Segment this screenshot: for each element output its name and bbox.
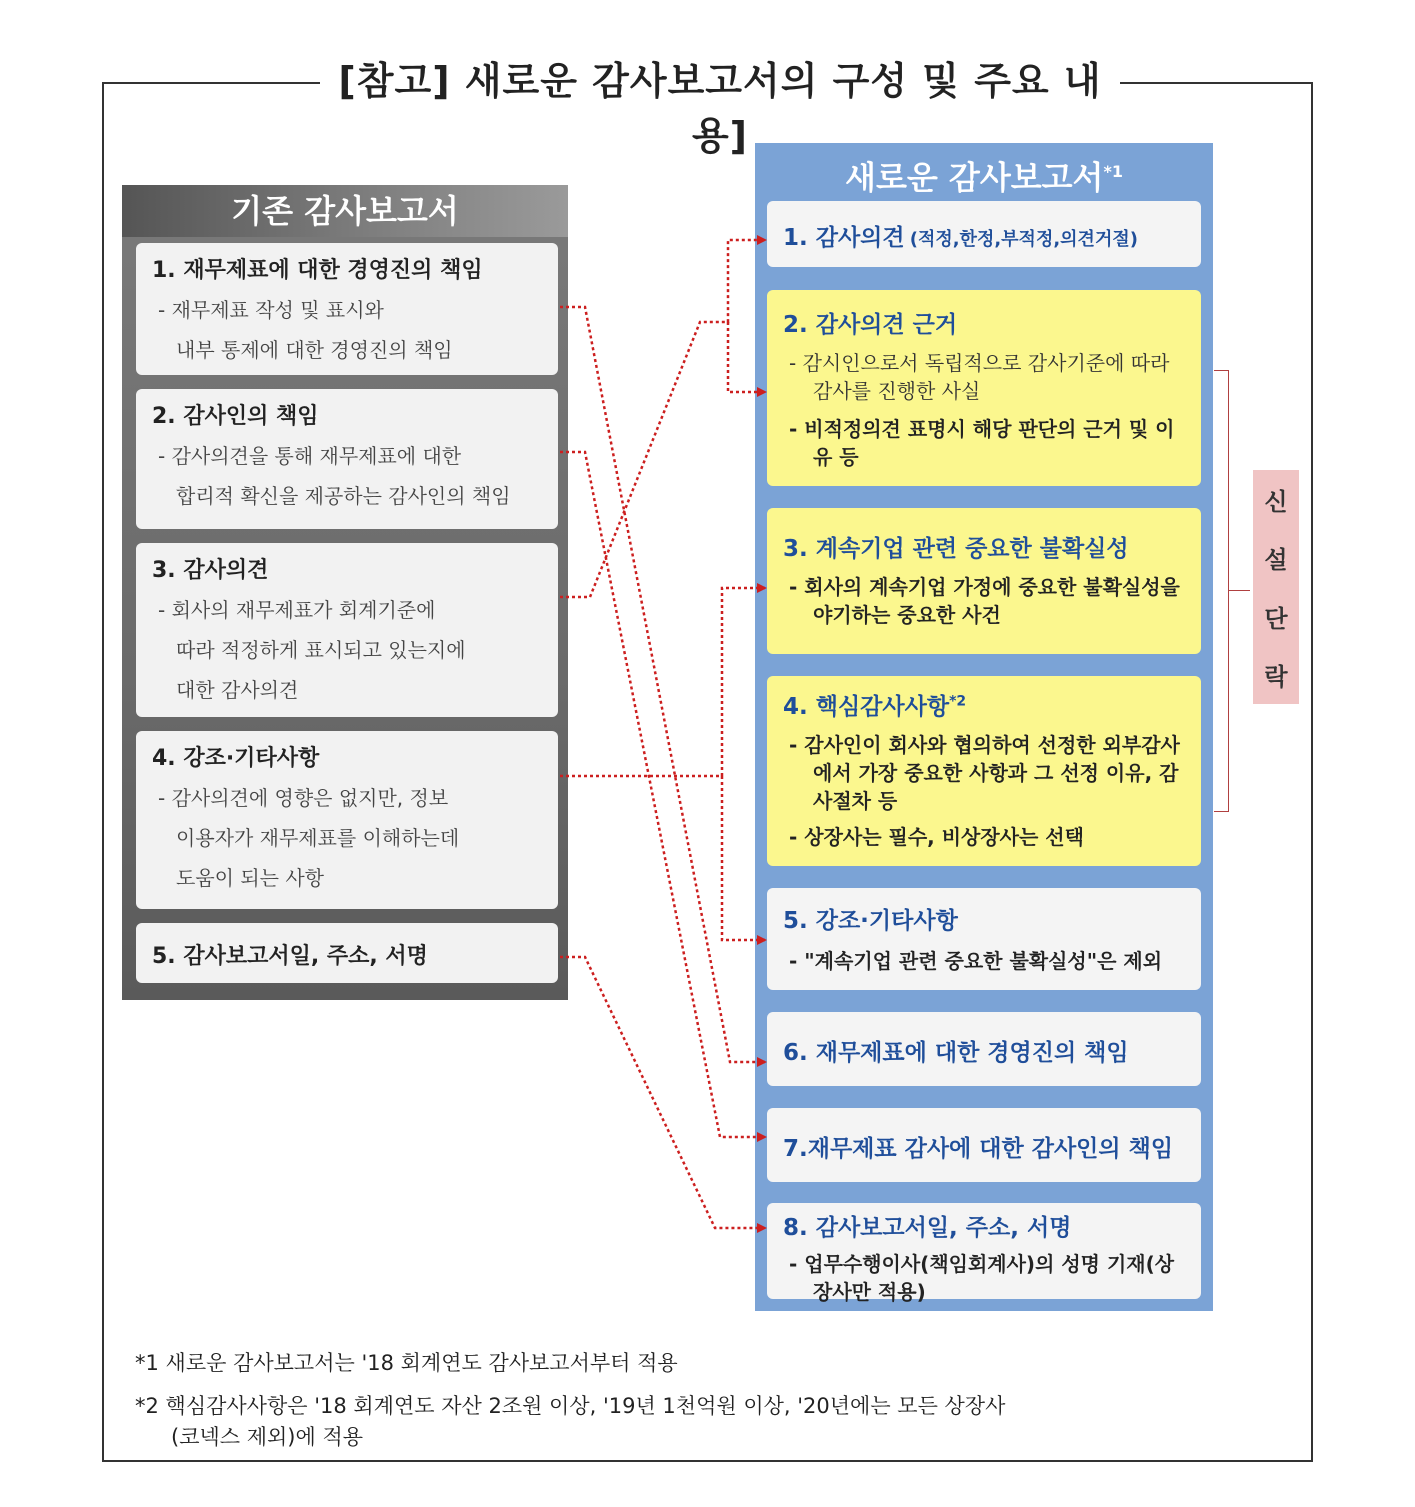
new-item-5-heading: 5. 강조·기타사항 [783,908,958,934]
connector-old1-new6 [560,307,765,1062]
new-item-1-sub: (적정,한정,부적정,의견거절) [909,229,1138,250]
old-item-4-desc-2: 이용자가 재무제표를 이해하는데 [176,826,460,850]
new-item-2-heading: 2. 감사의견 근거 [783,312,958,338]
new-section-char-3: 단 [1264,604,1288,633]
connector-old5-new8 [560,957,765,1228]
new-item-4-line-1: - 감사인이 회사와 협의하여 선정한 외부감사에서 가장 중요한 사항과 그 선정 이유, 감사절차 등 [789,733,1180,813]
new-item-3-line-1: - 회사의 계속기업 가정에 중요한 불확실성을 야기하는 중요한 사건 [789,575,1180,627]
new-item-2-line-2: - 비적정의견 표명시 해당 판단의 근거 및 이유 등 [789,417,1175,469]
connector-old3-new1 [560,240,765,597]
new-section-char-4: 락 [1264,663,1288,692]
old-item-3-desc-1: - 회사의 재무제표가 회계기준에 [158,598,436,622]
new-item-8-line-1: - 업무수행이사(책임회계사)의 성명 기재(상장사만 적용) [789,1252,1175,1304]
new-item-7-heading: 7.재무제표 감사에 대한 감사인의 책임 [783,1136,1174,1162]
old-item-2-desc-1: - 감사의견을 통해 재무제표에 대한 [158,444,462,468]
old-item-2-desc-2: 합리적 확신을 제공하는 감사인의 책임 [176,484,511,508]
old-item-5-heading: 5. 감사보고서일, 주소, 서명 [152,944,428,969]
old-item-3-desc-3: 대한 감사의견 [176,678,299,702]
old-report-header: 기존 감사보고서 [122,185,568,237]
new-section-char-1: 신 [1264,487,1288,516]
footnote-2-continued: (코넥스 제외)에 적용 [171,1425,364,1449]
old-item-4-desc-3: 도움이 되는 사항 [176,866,324,890]
footnote-2: *2 핵심감사사항은 '18 회계연도 자산 2조원 이상, '19년 1천억원 이상, '20년에는 모든 상장사 [135,1394,1006,1418]
new-item-2-line-1: - 감시인으로서 독립적으로 감사기준에 따라 감사를 진행한 사실 [789,351,1170,403]
old-item-1-heading: 1. 재무제표에 대한 경영진의 책임 [152,258,483,283]
new-item-1-heading: 1. 감사의견 [783,225,905,251]
new-report-header-text: 새로운 감사보고서 [845,158,1104,197]
old-item-4-heading: 4. 강조·기타사항 [152,746,320,771]
new-item-6-heading: 6. 재무제표에 대한 경영진의 책임 [783,1040,1129,1066]
connector-old3-new2 [728,322,765,392]
new-item-5-line-1: - "계속기업 관련 중요한 불확실성"은 제외 [789,949,1163,973]
new-item-8-heading: 8. 감사보고서일, 주소, 서명 [783,1215,1072,1241]
connector-old2-new7 [560,452,765,1137]
old-item-4-desc-1: - 감사의견에 영향은 없지만, 정보 [158,786,449,810]
new-item-4-heading-note: *2 [949,693,967,710]
page-title: [참고] 새로운 감사보고서의 구성 및 주요 내용] [320,50,1120,160]
old-item-3-desc-2: 따라 적정하게 표시되고 있는지에 [176,638,466,662]
new-report-header-note: *1 [1103,162,1123,181]
new-item-4-line-2: - 상장사는 필수, 비상장사는 선택 [789,825,1084,849]
new-section-char-2: 설 [1264,546,1288,575]
new-item-4-heading: 4. 핵심감사사항 [783,694,950,720]
old-item-2-heading: 2. 감사인의 책임 [152,404,319,429]
old-item-1-desc-2: 내부 통제에 대한 경영진의 책임 [176,338,453,362]
footnotes [135,1348,1215,1453]
connector-old4-new3 [722,588,765,776]
old-item-1-desc-1: - 재무제표 작성 및 표시와 [158,298,384,322]
connector-old4-new5 [722,776,765,940]
new-item-3-heading: 3. 계속기업 관련 중요한 불확실성 [783,536,1129,562]
footnote-1: *1 새로운 감사보고서는 '18 회계연도 감사보고서부터 적용 [135,1351,678,1375]
old-item-3-heading: 3. 감사의견 [152,558,269,583]
